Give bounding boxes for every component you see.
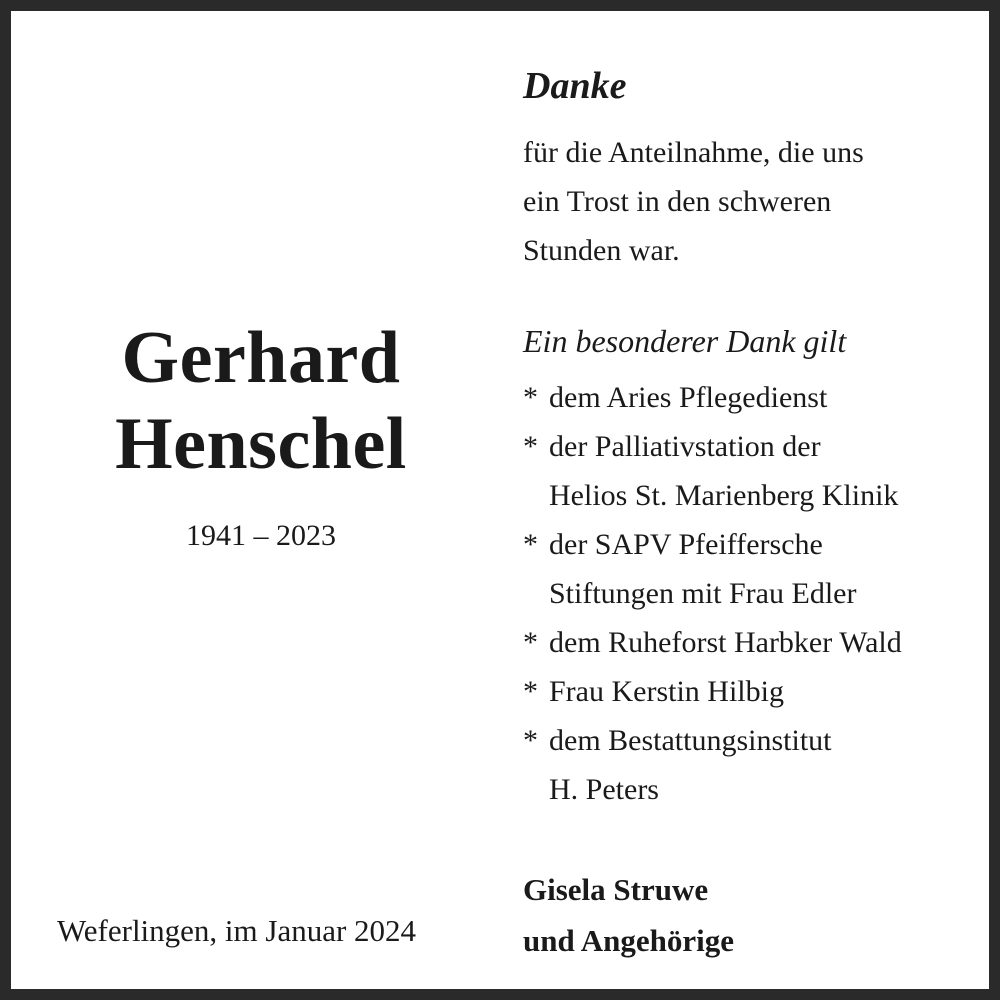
bullet-asterisk: * (523, 724, 538, 757)
thanks-item-line: Helios St. Marienberg Klinik (549, 479, 899, 512)
thanks-item-line: der SAPV Pfeiffersche (549, 528, 823, 561)
signature-relatives: und Angehörige (523, 923, 735, 958)
life-dates: 1941 – 2023 (186, 519, 336, 552)
place-and-date: Weferlingen, im Januar 2024 (57, 913, 417, 948)
thanks-item-line: Stiftungen mit Frau Edler (549, 577, 857, 610)
signature (523, 864, 734, 966)
thanks-item-line: dem Ruheforst Harbker Wald (549, 626, 902, 659)
thanks-intro-line: Stunden war. (523, 234, 680, 267)
thanks-intro (523, 128, 864, 275)
bullet-asterisk: * (523, 381, 538, 414)
thanks-item-line: Frau Kerstin Hilbig (549, 675, 784, 708)
thanks-list-item (523, 520, 902, 618)
thanks-list (523, 373, 902, 814)
bullet-asterisk: * (523, 430, 538, 463)
bullet-asterisk: * (523, 528, 538, 561)
thanks-list-item (523, 422, 902, 520)
thanks-item-line: H. Peters (549, 773, 659, 806)
thanks-item-line: dem Bestattungsinstitut (549, 724, 832, 757)
deceased-first-name: Gerhard (121, 317, 401, 399)
bullet-asterisk: * (523, 675, 538, 708)
signature-name: Gisela Struwe (523, 872, 709, 907)
thanks-heading: Danke (523, 65, 627, 107)
bullet-asterisk: * (523, 626, 538, 659)
special-thanks-heading: Ein besonderer Dank gilt (523, 323, 847, 359)
thanks-item-line: dem Aries Pflegedienst (549, 381, 828, 414)
thanks-list-item (523, 618, 902, 667)
thanks-list-item (523, 716, 902, 814)
thanks-item-line: der Palliativstation der (549, 430, 821, 463)
thanks-intro-line: ein Trost in den schweren (523, 185, 832, 218)
thanks-list-item (523, 373, 902, 422)
thanks-intro-line: für die Anteilnahme, die uns (523, 136, 864, 169)
thanks-list-item (523, 667, 902, 716)
deceased-last-name: Henschel (115, 403, 407, 485)
